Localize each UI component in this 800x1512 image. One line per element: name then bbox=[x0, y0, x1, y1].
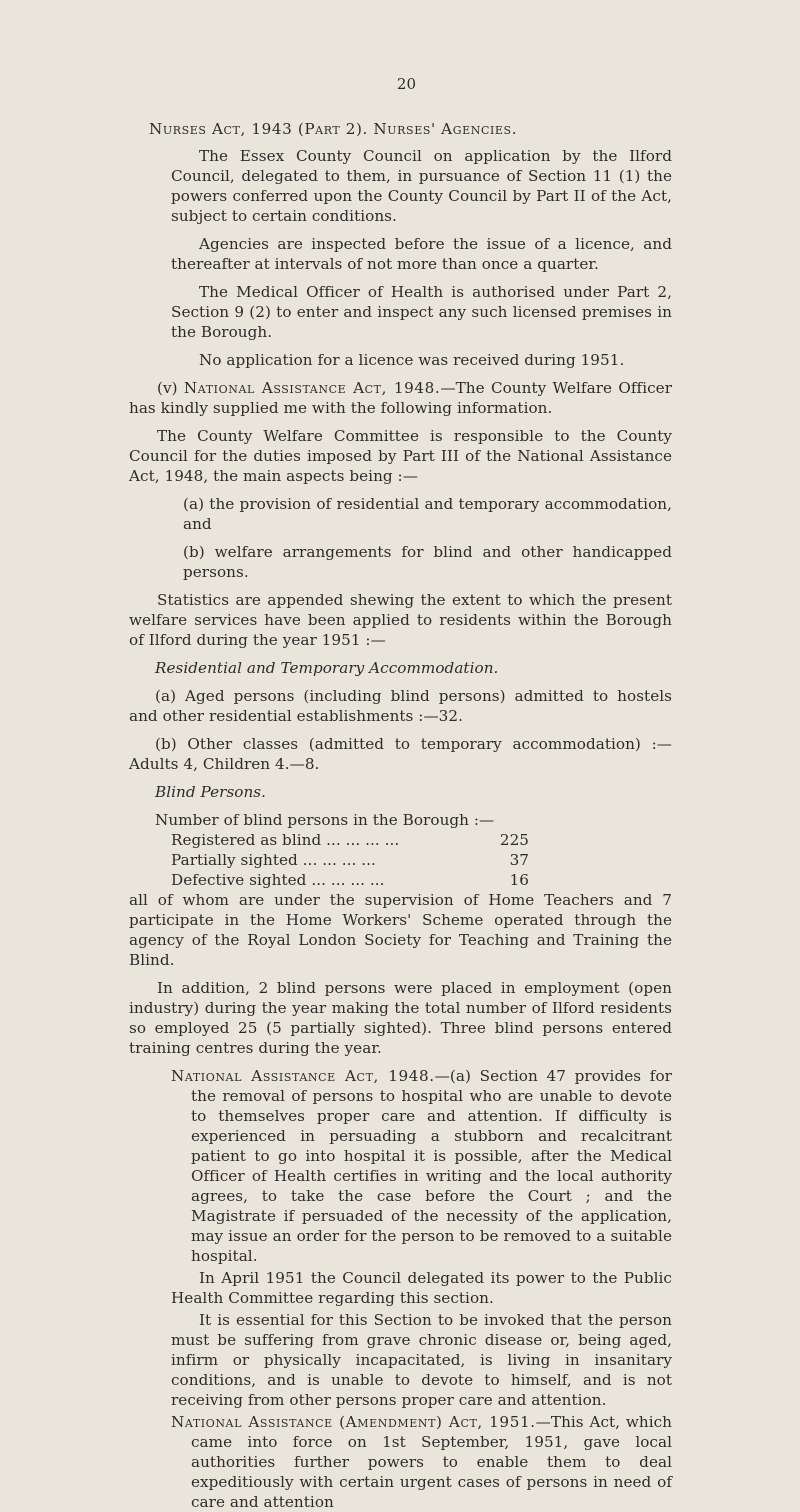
statistics-paragraph: Statistics are appended shewing the extent to which the present welfare services have been applied to residents within the Borough of Ilford during the year 1951 :— bbox=[129, 591, 672, 649]
amendment-act-title: National Assistance (Amendment) Act, 1951. bbox=[171, 1413, 536, 1431]
section-47-conditions: It is essential for this Section to be invoked that the person must be suffering from grave chronic disease or, being aged, infirm or physically incapacitated, is living in insanitary conditions, and is unable to devote to himself, and is not receiving from other persons proper care and attention. bbox=[171, 1311, 672, 1409]
blind-persons-intro: Number of blind persons in the Borough :— bbox=[155, 811, 495, 829]
residential-item-a: (a) Aged persons (including blind persons) admitted to hostels and other residential establishments :—32. bbox=[129, 687, 672, 725]
row-value: 37 bbox=[509, 851, 529, 869]
nurses-paragraph-3: The Medical Officer of Health is authorised under Part 2, Section 9 (2) to enter and inspect any such licensed premises in the Borough. bbox=[171, 283, 672, 341]
nurses-act-section bbox=[171, 146, 672, 370]
page-number: 20 bbox=[396, 75, 417, 93]
blind-persons-table bbox=[129, 810, 672, 890]
national-assistance-intro: —The County Welfare Officer has kindly supplied me with the following information. bbox=[129, 379, 672, 417]
row-label: Registered as blind ... ... ... ... bbox=[171, 831, 400, 849]
section-47-block bbox=[171, 1066, 672, 1512]
table-row bbox=[171, 870, 529, 890]
nurses-paragraph-2: Agencies are inspected before the issue of a licence, and thereafter at intervals of not more than once a quarter. bbox=[171, 235, 672, 273]
row-label: Defective sighted ... ... ... ... bbox=[171, 871, 385, 889]
nurses-paragraph-4: No application for a licence was received during 1951. bbox=[199, 351, 625, 369]
aspect-item-b: (b) welfare arrangements for blind and other handicapped persons. bbox=[183, 543, 672, 581]
row-value: 16 bbox=[509, 871, 529, 889]
nurses-act-heading: Nurses Act, 1943 (Part 2). Nurses' Agencies. bbox=[149, 120, 518, 138]
amendment-act-paragraph bbox=[171, 1412, 672, 1512]
residential-item-b: (b) Other classes (admitted to temporary accommodation) :— Adults 4, Children 4.—8. bbox=[129, 735, 672, 773]
national-assistance-title: National Assistance Act, 1948. bbox=[183, 379, 441, 397]
section-47-paragraph bbox=[171, 1066, 672, 1266]
amendment-act-text: —This Act, which came into force on 1st September, 1951, gave local authorities further powers to enable them to deal expeditiously with certain urgent cases of persons in need of care and attention bbox=[191, 1413, 672, 1511]
national-assistance-heading-paragraph bbox=[129, 378, 672, 418]
welfare-committee-paragraph: The County Welfare Committee is responsible to the County Council for the duties imposed by Part III of the National Assistance Act, 1948, the main aspects being :— bbox=[129, 427, 672, 485]
blind-employment-paragraph: In addition, 2 blind persons were placed in employment (open industry) during the year making the total number of Ilford residents so employed 25 (5 partially sighted). Three blind persons entered training centres during the year. bbox=[129, 979, 672, 1057]
blind-persons-heading: Blind Persons. bbox=[155, 783, 267, 801]
section-47-text: —(a) Section 47 provides for the removal of persons to hospital who are unable to devote to themselves proper care and attention. If difficulty is experienced in persuading a stubborn and recalcitrant patient to go into hospital it is possible, after the Medical Officer of Health certifies in writing and the local authority agrees, to take the case before the Court ; and the Magistrate if persuaded of the necessity of the application, may issue an order for the person to be removed to a suitable hospital. bbox=[191, 1067, 672, 1265]
nurses-paragraph-1: The Essex County Council on application by the Ilford Council, delegated to them, in pursuance of Section 11 (1) the powers conferred upon the County Council by Part II of the Act, subject to certain conditions. bbox=[171, 147, 672, 225]
row-value: 225 bbox=[499, 831, 529, 849]
residential-heading: Residential and Temporary Accommodation. bbox=[155, 659, 499, 677]
table-row bbox=[171, 830, 529, 850]
table-row bbox=[171, 850, 529, 870]
section-47-title: National Assistance Act, 1948. bbox=[171, 1067, 435, 1085]
section-number: (v) bbox=[157, 379, 184, 397]
aspect-item-a: (a) the provision of residential and temporary accommodation, and bbox=[183, 495, 672, 533]
section-47-delegation: In April 1951 the Council delegated its power to the Public Health Committee regarding this section. bbox=[171, 1269, 672, 1307]
row-label: Partially sighted ... ... ... ... bbox=[171, 851, 376, 869]
blind-supervision-paragraph: all of whom are under the supervision of Home Teachers and 7 participate in the Home Workers' Scheme operated through the agency of the Royal London Society for Teaching and Training the Blind. bbox=[129, 891, 672, 969]
